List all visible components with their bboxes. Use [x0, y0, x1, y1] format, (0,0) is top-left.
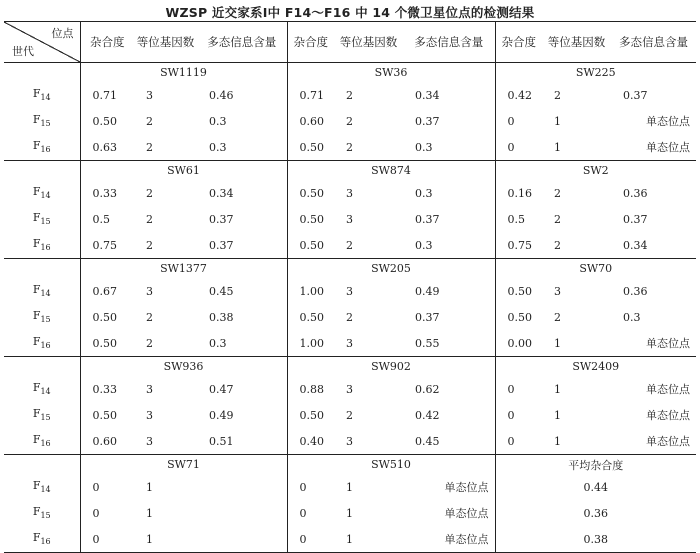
heterozygosity-value: 0.50: [507, 310, 532, 324]
generation-label: $F_{16}$: [4, 134, 80, 161]
heterozygosity-value: 1.00: [287, 330, 334, 357]
allele-count-value: 2: [554, 212, 561, 226]
generation-subscript: 14: [40, 485, 51, 495]
allele-count-value: 2: [554, 186, 561, 200]
corner-generation-label: 世代: [12, 45, 34, 58]
generation-subscript: 16: [40, 243, 51, 253]
heterozygosity-value: 0.16: [507, 186, 532, 200]
generation-label: $F_{16}$: [4, 428, 80, 455]
generation-label: $F_{14}$: [4, 474, 80, 500]
locus-name: SW902: [287, 357, 495, 377]
pic-value: 0.55: [403, 330, 495, 357]
heterozygosity-value: 0.33: [92, 186, 117, 200]
heterozygosity-value: 0.33: [92, 382, 117, 396]
heterozygosity-value: 0.5: [507, 212, 525, 226]
allele-count-value: 1: [554, 114, 561, 128]
generation-subscript: 15: [40, 511, 51, 521]
col-heterozygosity: 杂合度: [287, 22, 334, 63]
heterozygosity-value: 0: [507, 114, 515, 128]
table-row: [4, 278, 696, 304]
pic-value: 0.36: [623, 284, 648, 298]
generation-label: $F_{15}$: [4, 108, 80, 134]
locus-name: SW1377: [80, 259, 287, 279]
pic-value: 单态位点: [646, 409, 690, 422]
allele-count-value: 3: [346, 284, 353, 298]
allele-count-value: 3: [146, 284, 153, 298]
generation-subscript: 15: [40, 315, 51, 325]
pic-value: 0.46: [197, 82, 287, 108]
heterozygosity-value: 1.00: [299, 284, 324, 298]
heterozygosity-value: 0.67: [92, 284, 117, 298]
pic-value: 0.3: [623, 310, 641, 324]
generation-label: $F_{15}$: [4, 304, 80, 330]
pic-value: 0.45: [197, 278, 287, 304]
header-row: [4, 22, 696, 63]
pic-value: 0.3: [197, 108, 287, 134]
allele-count-value: 3: [346, 212, 353, 226]
pic-value: 0.34: [611, 232, 696, 259]
locus-name: SW874: [287, 161, 495, 181]
col-allele-count: 等位基因数: [134, 22, 197, 63]
allele-count-value: 3: [554, 284, 561, 298]
pic-value: 单态位点: [611, 330, 696, 357]
results-table: [4, 21, 696, 553]
allele-count-value: 2: [346, 408, 353, 422]
locus-name: SW225: [575, 66, 616, 79]
table-row: [4, 376, 696, 402]
heterozygosity-value: 0.42: [507, 88, 532, 102]
generation-subscript: 16: [40, 341, 51, 351]
locus-row: [4, 455, 696, 475]
generation-label: $F_{14}$: [4, 180, 80, 206]
heterozygosity-value: 0.50: [287, 134, 334, 161]
generation-subscript: 14: [40, 93, 51, 103]
heterozygosity-value: 0: [92, 506, 100, 520]
allele-count-value: 1: [146, 506, 153, 520]
heterozygosity-value: 0.50: [507, 284, 532, 298]
allele-count-value: 2: [334, 134, 403, 161]
pic-value: 单态位点: [611, 134, 696, 161]
table-row: [4, 474, 696, 500]
heterozygosity-value: 0: [495, 428, 542, 455]
allele-count-value: 1: [334, 526, 403, 553]
allele-count-value: 2: [542, 232, 611, 259]
pic-value: 0.37: [403, 206, 495, 232]
heterozygosity-value: 0.71: [92, 88, 117, 102]
heterozygosity-value: 0.63: [80, 134, 134, 161]
allele-count-value: 1: [542, 428, 611, 455]
pic-value: 0.37: [197, 232, 287, 259]
col-pic: 多态信息含量: [611, 22, 696, 63]
locus-row: [4, 357, 696, 377]
table-row: [4, 526, 696, 553]
allele-count-value: 2: [146, 212, 153, 226]
table-row: [4, 428, 696, 455]
corner-locus-label: 位点: [51, 27, 74, 40]
pic-value: 0.37: [623, 212, 648, 226]
pic-value: 0.3: [403, 180, 495, 206]
pic-value: 单态位点: [403, 526, 495, 553]
allele-count-value: 2: [134, 134, 197, 161]
generation-subscript: 14: [40, 191, 51, 201]
pic-value: 0.37: [623, 88, 648, 102]
allele-count-value: 2: [146, 186, 153, 200]
locus-name: SW71: [80, 455, 287, 475]
pic-value: 0.37: [403, 304, 495, 330]
heterozygosity-value: 0.88: [299, 382, 324, 396]
corner-cell: [4, 22, 80, 63]
pic-value: 0.37: [403, 108, 495, 134]
heterozygosity-value: 0: [507, 408, 515, 422]
table-row: [4, 330, 696, 357]
pic-value: 单态位点: [646, 115, 690, 128]
allele-count-value: 1: [554, 408, 561, 422]
locus-row: [4, 259, 696, 279]
heterozygosity-value: 0.71: [299, 88, 324, 102]
heterozygosity-value: 0: [80, 526, 134, 553]
avg-heterozygosity-value: 0.36: [583, 506, 608, 520]
heterozygosity-value: 0.50: [80, 330, 134, 357]
allele-count-value: 2: [346, 88, 353, 102]
locus-row: [4, 63, 696, 83]
pic-value: 0.3: [197, 134, 287, 161]
pic-value: 0.62: [403, 376, 495, 402]
pic-value: 0.47: [197, 376, 287, 402]
heterozygosity-value: 0.75: [80, 232, 134, 259]
generation-subscript: 14: [40, 289, 51, 299]
pic-value: 0.51: [197, 428, 287, 455]
locus-name: SW1119: [80, 63, 287, 83]
heterozygosity-value: 0.60: [80, 428, 134, 455]
generation-subscript: 16: [40, 439, 51, 449]
col-heterozygosity: 杂合度: [80, 22, 134, 63]
allele-count-value: 2: [334, 232, 403, 259]
allele-count-value: 1: [542, 330, 611, 357]
generation-subscript: 15: [40, 217, 51, 227]
generation-label: $F_{14}$: [4, 82, 80, 108]
heterozygosity-value: 0.50: [299, 186, 324, 200]
locus-name: SW936: [80, 357, 287, 377]
allele-count-value: 2: [346, 114, 353, 128]
heterozygosity-value: 0.50: [287, 232, 334, 259]
pic-value: 单态位点: [611, 428, 696, 455]
heterozygosity-value: 0.50: [299, 212, 324, 226]
allele-count-value: 1: [554, 382, 561, 396]
locus-name: SW2: [582, 164, 609, 177]
heterozygosity-value: 0.75: [495, 232, 542, 259]
locus-name: SW70: [579, 262, 613, 275]
generation-subscript: 15: [40, 119, 51, 129]
table-row: [4, 82, 696, 108]
pic-value: [197, 474, 287, 500]
allele-count-value: 1: [542, 134, 611, 161]
allele-count-value: 3: [146, 408, 153, 422]
pic-value: 单态位点: [646, 383, 690, 396]
table-row: [4, 134, 696, 161]
locus-row: [4, 161, 696, 181]
generation-label: $F_{15}$: [4, 500, 80, 526]
col-allele-count: 等位基因数: [334, 22, 403, 63]
empty-cell: [4, 161, 80, 181]
allele-count-value: 2: [554, 310, 561, 324]
allele-count-value: 1: [134, 526, 197, 553]
heterozygosity-value: 0.5: [92, 212, 110, 226]
allele-count-value: 3: [346, 382, 353, 396]
pic-value: 0.3: [403, 134, 495, 161]
col-pic: 多态信息含量: [197, 22, 287, 63]
heterozygosity-value: 0.50: [92, 310, 117, 324]
generation-label: $F_{16}$: [4, 330, 80, 357]
pic-value: 0.36: [623, 186, 648, 200]
empty-cell: [4, 259, 80, 279]
locus-name: SW36: [287, 63, 495, 83]
pic-value: 0.45: [403, 428, 495, 455]
allele-count-value: 3: [134, 428, 197, 455]
heterozygosity-value: 0: [287, 526, 334, 553]
generation-label: $F_{15}$: [4, 402, 80, 428]
avg-heterozygosity-value: 0.44: [583, 480, 608, 494]
allele-count-value: 3: [334, 330, 403, 357]
pic-value: 0.34: [197, 180, 287, 206]
heterozygosity-value: 0.00: [495, 330, 542, 357]
generation-label: $F_{15}$: [4, 206, 80, 232]
heterozygosity-value: 0.60: [299, 114, 324, 128]
allele-count-value: 1: [346, 480, 353, 494]
generation-subscript: 14: [40, 387, 51, 397]
col-pic: 多态信息含量: [403, 22, 495, 63]
pic-value: 单态位点: [403, 474, 495, 500]
locus-name: SW510: [287, 455, 495, 475]
table-row: [4, 304, 696, 330]
locus-name: SW2409: [572, 360, 620, 373]
avg-heterozygosity-label: 平均杂合度: [568, 458, 624, 472]
heterozygosity-value: 0: [299, 506, 307, 520]
table-row: [4, 206, 696, 232]
pic-value: 0.37: [197, 206, 287, 232]
allele-count-value: 3: [146, 88, 153, 102]
allele-count-value: 2: [134, 330, 197, 357]
generation-label: $F_{16}$: [4, 232, 80, 259]
empty-cell: [4, 455, 80, 475]
generation-label: $F_{14}$: [4, 376, 80, 402]
table-row: [4, 180, 696, 206]
empty-cell: [4, 63, 80, 83]
heterozygosity-value: 0.50: [299, 310, 324, 324]
pic-value: 0.49: [197, 402, 287, 428]
col-allele-count: 等位基因数: [542, 22, 611, 63]
heterozygosity-value: 0: [92, 480, 100, 494]
heterozygosity-value: 0.50: [92, 408, 117, 422]
generation-subscript: 15: [40, 413, 51, 423]
col-heterozygosity: 杂合度: [495, 22, 542, 63]
allele-count-value: 2: [346, 310, 353, 324]
table-row: [4, 500, 696, 526]
allele-count-value: 1: [346, 506, 353, 520]
locus-name: SW61: [80, 161, 287, 181]
locus-name: SW205: [287, 259, 495, 279]
pic-value: 0.38: [197, 304, 287, 330]
pic-value: [197, 500, 287, 526]
heterozygosity-value: 0.50: [299, 408, 324, 422]
allele-count-value: 2: [146, 114, 153, 128]
pic-value: [197, 526, 287, 553]
pic-value: 0.49: [403, 278, 495, 304]
allele-count-value: 1: [146, 480, 153, 494]
pic-value: 单态位点: [403, 500, 495, 526]
heterozygosity-value: 0.50: [92, 114, 117, 128]
allele-count-value: 3: [334, 428, 403, 455]
avg-heterozygosity-value: 0.38: [495, 526, 696, 553]
table-title: WZSP 近交家系Ⅰ中 F14～F16 中 14 个微卫星位点的检测结果: [165, 5, 535, 20]
heterozygosity-value: 0: [299, 480, 307, 494]
pic-value: 0.34: [403, 82, 495, 108]
allele-count-value: 2: [554, 88, 561, 102]
heterozygosity-value: 0: [507, 382, 515, 396]
allele-count-value: 2: [146, 310, 153, 324]
pic-value: 0.3: [403, 232, 495, 259]
table-row: [4, 232, 696, 259]
generation-subscript: 16: [40, 537, 51, 547]
generation-subscript: 16: [40, 145, 51, 155]
generation-label: $F_{14}$: [4, 278, 80, 304]
allele-count-value: 3: [346, 186, 353, 200]
table-row: [4, 108, 696, 134]
table-row: [4, 402, 696, 428]
heterozygosity-value: 0: [495, 134, 542, 161]
allele-count-value: 2: [134, 232, 197, 259]
heterozygosity-value: 0.40: [287, 428, 334, 455]
generation-label: $F_{16}$: [4, 526, 80, 553]
empty-cell: [4, 357, 80, 377]
pic-value: 0.42: [403, 402, 495, 428]
pic-value: 0.3: [197, 330, 287, 357]
allele-count-value: 3: [146, 382, 153, 396]
